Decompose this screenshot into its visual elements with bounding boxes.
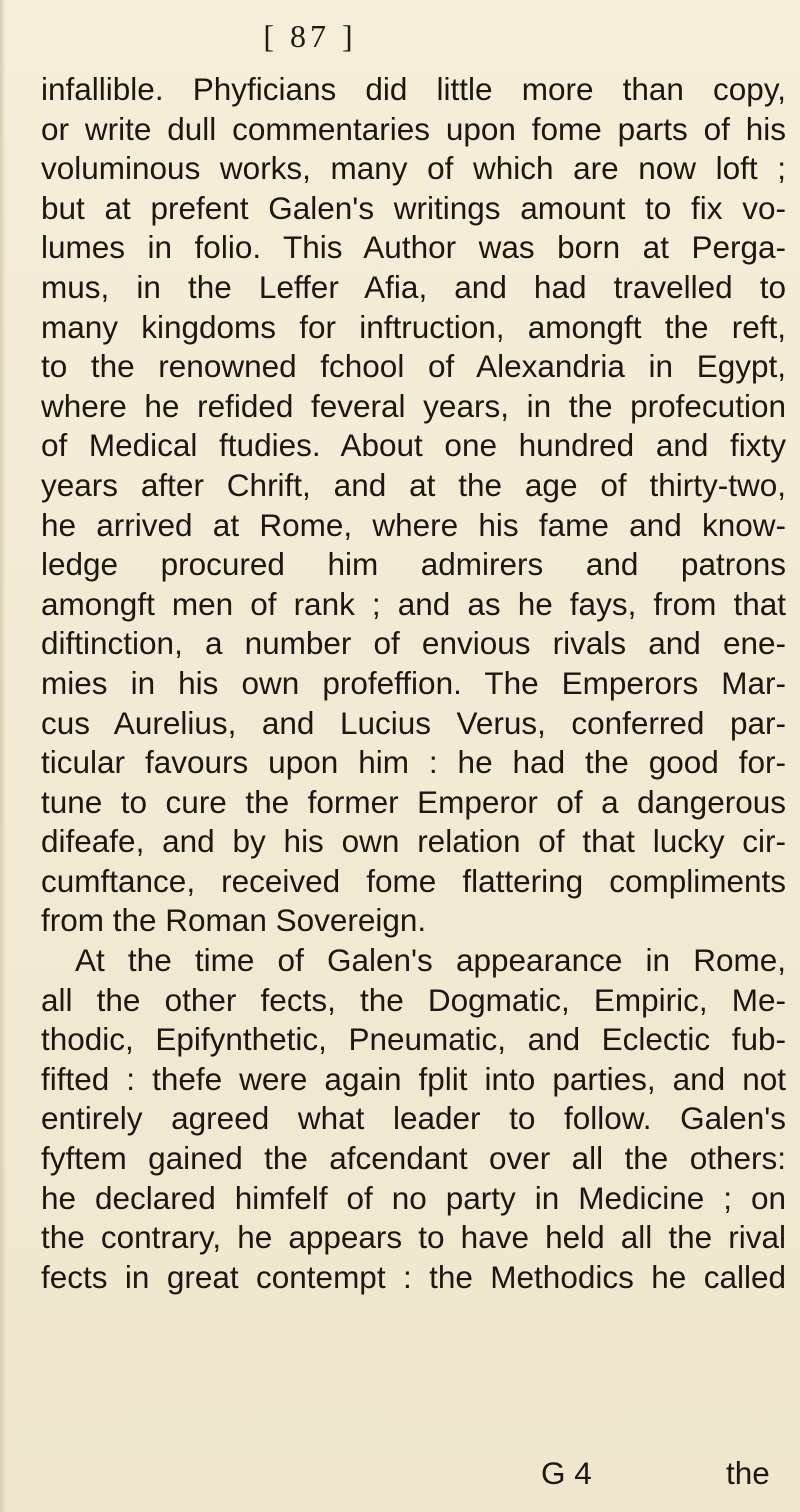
text-line: mies in his own profeffion. The Emperors Mar- xyxy=(41,664,786,701)
text-line: the contrary, he appears to have held all the rival xyxy=(41,1219,786,1256)
text-line: thodic, Epifynthetic, Pneumatic, and Eclectic fub- xyxy=(41,1021,786,1058)
page-footer xyxy=(41,1455,781,1495)
text-line: he arrived at Rome, where his fame and know- xyxy=(41,506,786,543)
text-line: where he refided feveral years, in the profecution xyxy=(41,387,786,424)
text-line: cus Aurelius, and Lucius Verus, conferred par- xyxy=(41,704,786,741)
text-line: difeafe, and by his own relation of that lucky cir- xyxy=(41,823,786,860)
page-number: [ 87 ] xyxy=(263,18,357,54)
signature-mark: G 4 xyxy=(541,1455,592,1491)
text-line: ticular favours upon him : he had the good for- xyxy=(41,744,786,781)
text-line: ledge procured him admirers and patrons xyxy=(41,546,786,583)
text-line: At the time of Galen's appearance in Rome, xyxy=(75,942,786,979)
text-line: fyftem gained the afcendant over all the others: xyxy=(41,1140,786,1177)
text-line: of Medical ftudies. About one hundred and fixty xyxy=(41,427,786,464)
body-text xyxy=(41,70,786,1297)
text-line: from the Roman Sovereign. xyxy=(41,902,427,939)
text-line: he declared himfelf of no party in Medicine ; on xyxy=(41,1179,786,1216)
text-line: amongft men of rank ; and as he fays, from that xyxy=(41,585,786,622)
text-line: cumftance, received fome flattering compliments xyxy=(41,862,786,899)
text-line: lumes in folio. This Author was born at Perga- xyxy=(41,229,786,266)
text-line: all the other fects, the Dogmatic, Empiric, Me- xyxy=(41,981,786,1018)
text-line: infallible. Phyficians did little more than copy, xyxy=(41,71,786,107)
text-line: years after Chrift, and at the age of thirty-two, xyxy=(41,466,786,503)
text-line: fects in great contempt : the Methodics he called xyxy=(41,1258,786,1295)
text-line: tune to cure the former Emperor of a dangerous xyxy=(41,783,786,820)
text-line: but at prefent Galen's writings amount to fix vo- xyxy=(41,189,786,226)
text-line: fifted : thefe were again fplit into parties, and not xyxy=(41,1060,786,1097)
text-line: voluminous works, many of which are now loft ; xyxy=(41,150,786,187)
text-line: many kingdoms for inftruction, amongft the reft, xyxy=(41,308,786,345)
text-line: diftinction, a number of envious rivals and ene- xyxy=(41,625,786,662)
text-line: to the renowned fchool of Alexandria in Egypt, xyxy=(41,348,786,385)
catchword: the xyxy=(726,1455,770,1491)
text-line: mus, in the Leffer Afia, and had travelled to xyxy=(41,268,786,305)
page-gutter-shadow xyxy=(0,0,6,1512)
text-line: entirely agreed what leader to follow. Galen's xyxy=(41,1100,786,1137)
text-line: or write dull commentaries upon fome parts of his xyxy=(41,110,786,147)
